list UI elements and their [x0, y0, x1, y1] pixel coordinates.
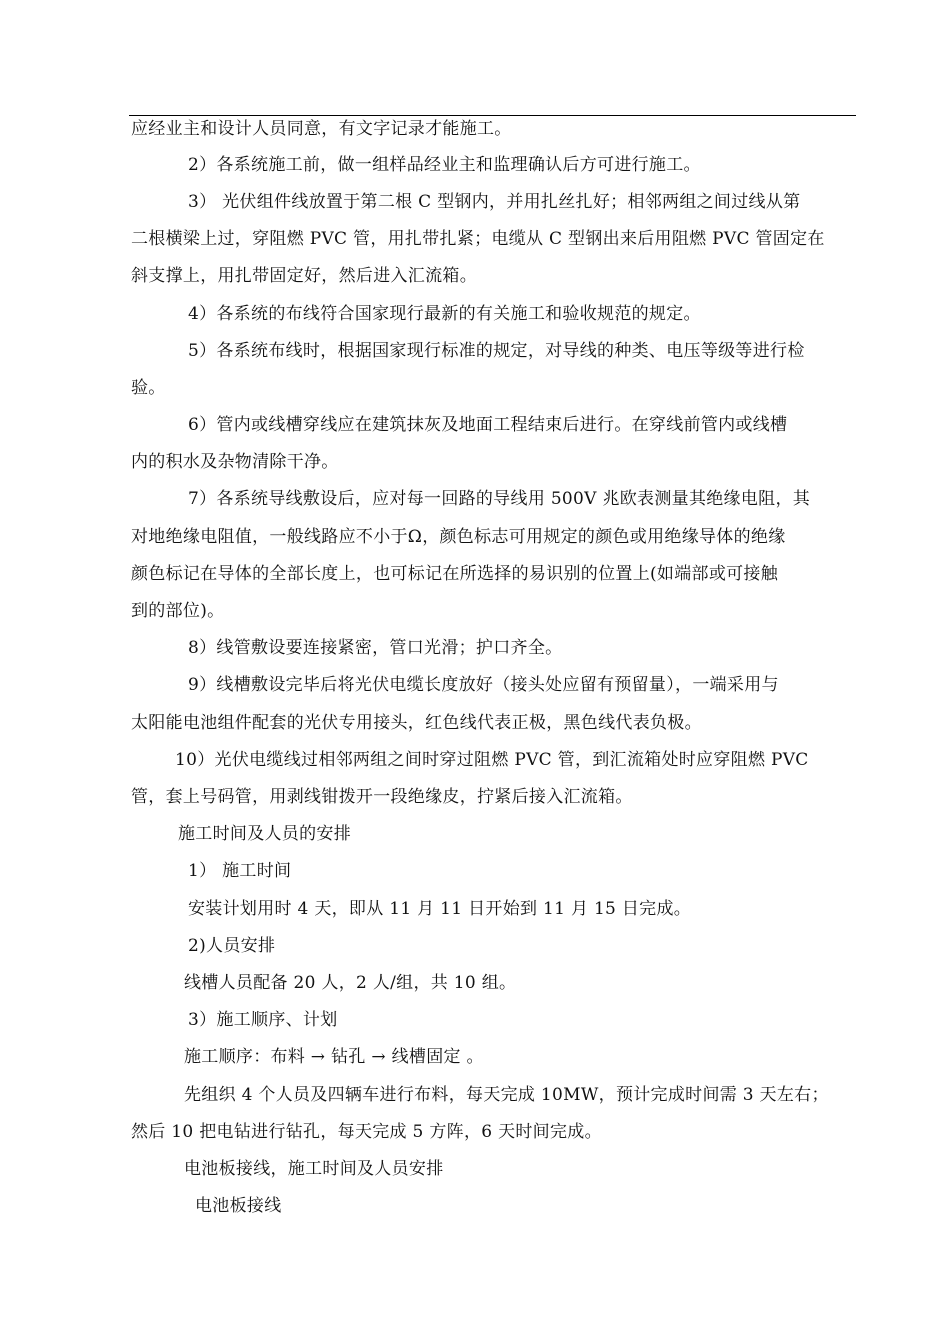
text-line: 1） 施工时间 [188, 861, 292, 881]
text-line: 电池板接线，施工时间及人员安排 [184, 1159, 444, 1179]
text-line: 9）线槽敷设完毕后将光伏电缆长度放好（接头处应留有预留量），一端采用与 [188, 675, 779, 695]
text-line: 二根横梁上过，穿阻燃 PVC 管，用扎带扎紧；电缆从 C 型钢出来后用阻燃 PVC 管固定在 [131, 229, 825, 249]
text-line: 4）各系统的布线符合国家现行最新的有关施工和验收规范的规定。 [188, 304, 701, 324]
text-line: 施工时间及人员的安排 [178, 824, 351, 844]
text-line: 2）各系统施工前，做一组样品经业主和监理确认后方可进行施工。 [188, 155, 701, 175]
text-line: 内的积水及杂物清除干净。 [131, 452, 339, 472]
text-line: 电池板接线 [195, 1196, 282, 1216]
text-line: 3） 光伏组件线放置于第二根 C 型钢内，并用扎丝扎好；相邻两组之间过线从第 [188, 192, 801, 212]
text-line: 先组织 4 个人员及四辆车进行布料，每天完成 10MW，预计完成时间需 3 天左右； [184, 1085, 829, 1105]
text-line: 5）各系统布线时，根据国家现行标准的规定，对导线的种类、电压等级等进行检 [188, 341, 805, 361]
text-line: 3）施工顺序、计划 [188, 1010, 338, 1030]
text-line: 到的部位)。 [131, 601, 225, 621]
text-line: 10）光伏电缆线过相邻两组之间时穿过阻燃 PVC 管，到汇流箱处时应穿阻燃 PVC [175, 750, 809, 770]
text-line: 管，套上号码管，用剥线钳拨开一段绝缘皮，拧紧后接入汇流箱。 [131, 787, 633, 807]
text-line: 8）线管敷设要连接紧密，管口光滑；护口齐全。 [188, 638, 563, 658]
text-line: 安装计划用时 4 天，即从 11 月 11 日开始到 11 月 15 日完成。 [188, 899, 692, 919]
text-line: 线槽人员配备 20 人，2 人/组，共 10 组。 [184, 973, 517, 993]
text-line: 7）各系统导线敷设后，应对每一回路的导线用 500V 兆欧表测量其绝缘电阻，其 [188, 489, 811, 509]
text-line: 6）管内或线槽穿线应在建筑抹灰及地面工程结束后进行。在穿线前管内或线槽 [188, 415, 788, 435]
text-line: 太阳能电池组件配套的光伏专用接头，红色线代表正极，黑色线代表负极。 [131, 713, 702, 733]
text-line: 然后 10 把电钻进行钻孔，每天完成 5 方阵，6 天时间完成。 [131, 1122, 602, 1142]
text-line: 验。 [131, 378, 166, 398]
text-line: 施工顺序：布料 → 钻孔 → 线槽固定 。 [184, 1047, 484, 1067]
text-line: 应经业主和设计人员同意，有文字记录才能施工。 [131, 119, 512, 139]
header-rule [129, 115, 856, 116]
text-line: 斜支撑上，用扎带固定好，然后进入汇流箱。 [131, 266, 477, 286]
text-line: 对地绝缘电阻值，一般线路应不小于Ω，颜色标志可用规定的颜色或用绝缘导体的绝缘 [131, 527, 786, 547]
text-line: 2)人员安排 [188, 936, 276, 956]
text-line: 颜色标记在导体的全部长度上，也可标记在所选择的易识别的位置上(如端部或可接触 [131, 564, 779, 584]
